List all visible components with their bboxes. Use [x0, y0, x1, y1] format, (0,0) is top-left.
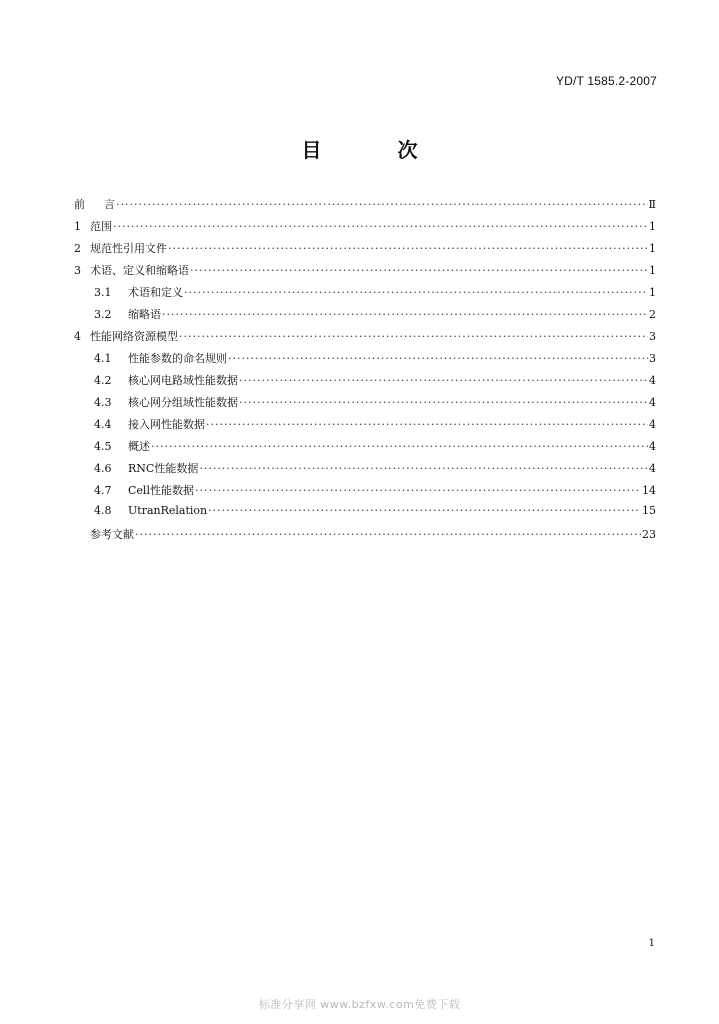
- toc-entry[interactable]: [74, 526, 656, 548]
- toc-entry-number: 4.5: [94, 440, 112, 453]
- toc-leader-dots: [116, 198, 648, 211]
- toc-entry[interactable]: [74, 240, 656, 262]
- toc-entry-number: 4.8: [94, 504, 112, 517]
- toc-entry-number: 4.6: [94, 462, 112, 475]
- toc-leader-dots: [208, 504, 641, 517]
- toc-leader-dots: [195, 484, 641, 497]
- toc-entry-number: 4.1: [94, 352, 112, 365]
- toc-entry-label: 核心网分组域性能数据: [128, 396, 238, 409]
- page-title-char-1: 目: [301, 138, 360, 162]
- toc-entry-number: 4: [74, 330, 81, 343]
- toc-entry-label: UtranRelation: [128, 504, 208, 517]
- toc-leader-dots: [228, 352, 648, 365]
- toc-entry-page: 3: [649, 352, 656, 365]
- toc-entry[interactable]: [74, 482, 656, 504]
- page-number: 1: [648, 938, 655, 949]
- toc-entry-number: 4.4: [94, 418, 112, 431]
- toc-entry-number: 3.2: [94, 308, 112, 321]
- toc-entry-page: 14: [642, 484, 656, 497]
- toc-entry[interactable]: [74, 196, 656, 218]
- toc-entry-page: 4: [649, 440, 656, 453]
- toc-entry-label: 核心网电路域性能数据: [128, 374, 238, 387]
- toc-leader-dots: [184, 286, 648, 299]
- toc-entry-page: 1: [649, 242, 656, 255]
- toc-entry-page: 1: [649, 264, 656, 277]
- toc-entry-label: 性能网络资源模型: [90, 330, 178, 343]
- toc-entry-page: 4: [649, 374, 656, 387]
- toc-leader-dots: [199, 462, 648, 475]
- toc-leader-dots: [162, 308, 648, 321]
- toc-leader-dots: [179, 330, 648, 343]
- toc-entry-page: 4: [649, 396, 656, 409]
- toc-entry-page: 3: [649, 330, 656, 343]
- toc-entry-label: 言: [104, 198, 115, 211]
- toc-leader-dots: [151, 440, 648, 453]
- toc-entry[interactable]: [74, 372, 656, 394]
- toc-entry-number: 4.3: [94, 396, 112, 409]
- toc-entry[interactable]: [74, 284, 656, 306]
- page-title: [0, 134, 719, 163]
- toc-entry-page: 15: [642, 504, 656, 517]
- toc-entry-number: 1: [74, 220, 81, 233]
- toc-entry-label: 概述: [128, 440, 150, 453]
- toc-entry-label: 术语和定义: [128, 286, 183, 299]
- toc-entry-page: 23: [642, 528, 656, 541]
- toc-entry-label: 接入网性能数据: [128, 418, 205, 431]
- toc-entry-label: 参考文献: [90, 528, 134, 541]
- toc-entry-label: 范围: [90, 220, 112, 233]
- toc-entry-page: 2: [649, 308, 656, 321]
- toc-entry[interactable]: [74, 504, 656, 526]
- toc-entry-label: 规范性引用文件: [90, 242, 167, 255]
- toc-entry-label: 术语、定义和缩略语: [90, 264, 189, 277]
- toc-entry-page: 4: [649, 418, 656, 431]
- toc-entry[interactable]: [74, 262, 656, 284]
- toc-entry[interactable]: [74, 350, 656, 372]
- toc-entry-label: 缩略语: [128, 308, 161, 321]
- toc-entry-page: Ⅱ: [648, 198, 656, 211]
- toc-entry-number: 3.1: [94, 286, 112, 299]
- toc-entry[interactable]: [74, 416, 656, 438]
- toc-entry-number: 前: [74, 198, 85, 211]
- toc-entry-page: 1: [649, 286, 656, 299]
- toc-entry-label: Cell性能数据: [128, 484, 194, 497]
- toc-leader-dots: [190, 264, 648, 277]
- toc-entry-label: 性能参数的命名规则: [128, 352, 227, 365]
- toc-leader-dots: [239, 374, 648, 387]
- toc-entry[interactable]: [74, 328, 656, 350]
- toc-entry[interactable]: [74, 394, 656, 416]
- toc-entry-number: 4.2: [94, 374, 112, 387]
- toc-entry[interactable]: [74, 306, 656, 328]
- toc-entry[interactable]: [74, 218, 656, 240]
- toc-entry-number: 3: [74, 264, 81, 277]
- toc-leader-dots: [168, 242, 648, 255]
- toc-entry-page: 4: [649, 462, 656, 475]
- toc-entry[interactable]: [74, 460, 656, 482]
- toc-leader-dots: [113, 220, 648, 233]
- footer-watermark: 标准分享网 www.bzfxw.com免费下载: [258, 998, 461, 1011]
- toc-leader-dots: [206, 418, 648, 431]
- toc-entry-number: 2: [74, 242, 81, 255]
- table-of-contents: [74, 196, 656, 548]
- toc-entry-number: 4.7: [94, 484, 112, 497]
- toc-entry-label: RNC性能数据: [128, 462, 199, 475]
- standard-code: YD/T 1585.2-2007: [555, 74, 657, 88]
- page-title-char-2: 次: [397, 138, 456, 162]
- toc-leader-dots: [135, 528, 641, 541]
- toc-leader-dots: [239, 396, 648, 409]
- toc-entry[interactable]: [74, 438, 656, 460]
- toc-entry-page: 1: [649, 220, 656, 233]
